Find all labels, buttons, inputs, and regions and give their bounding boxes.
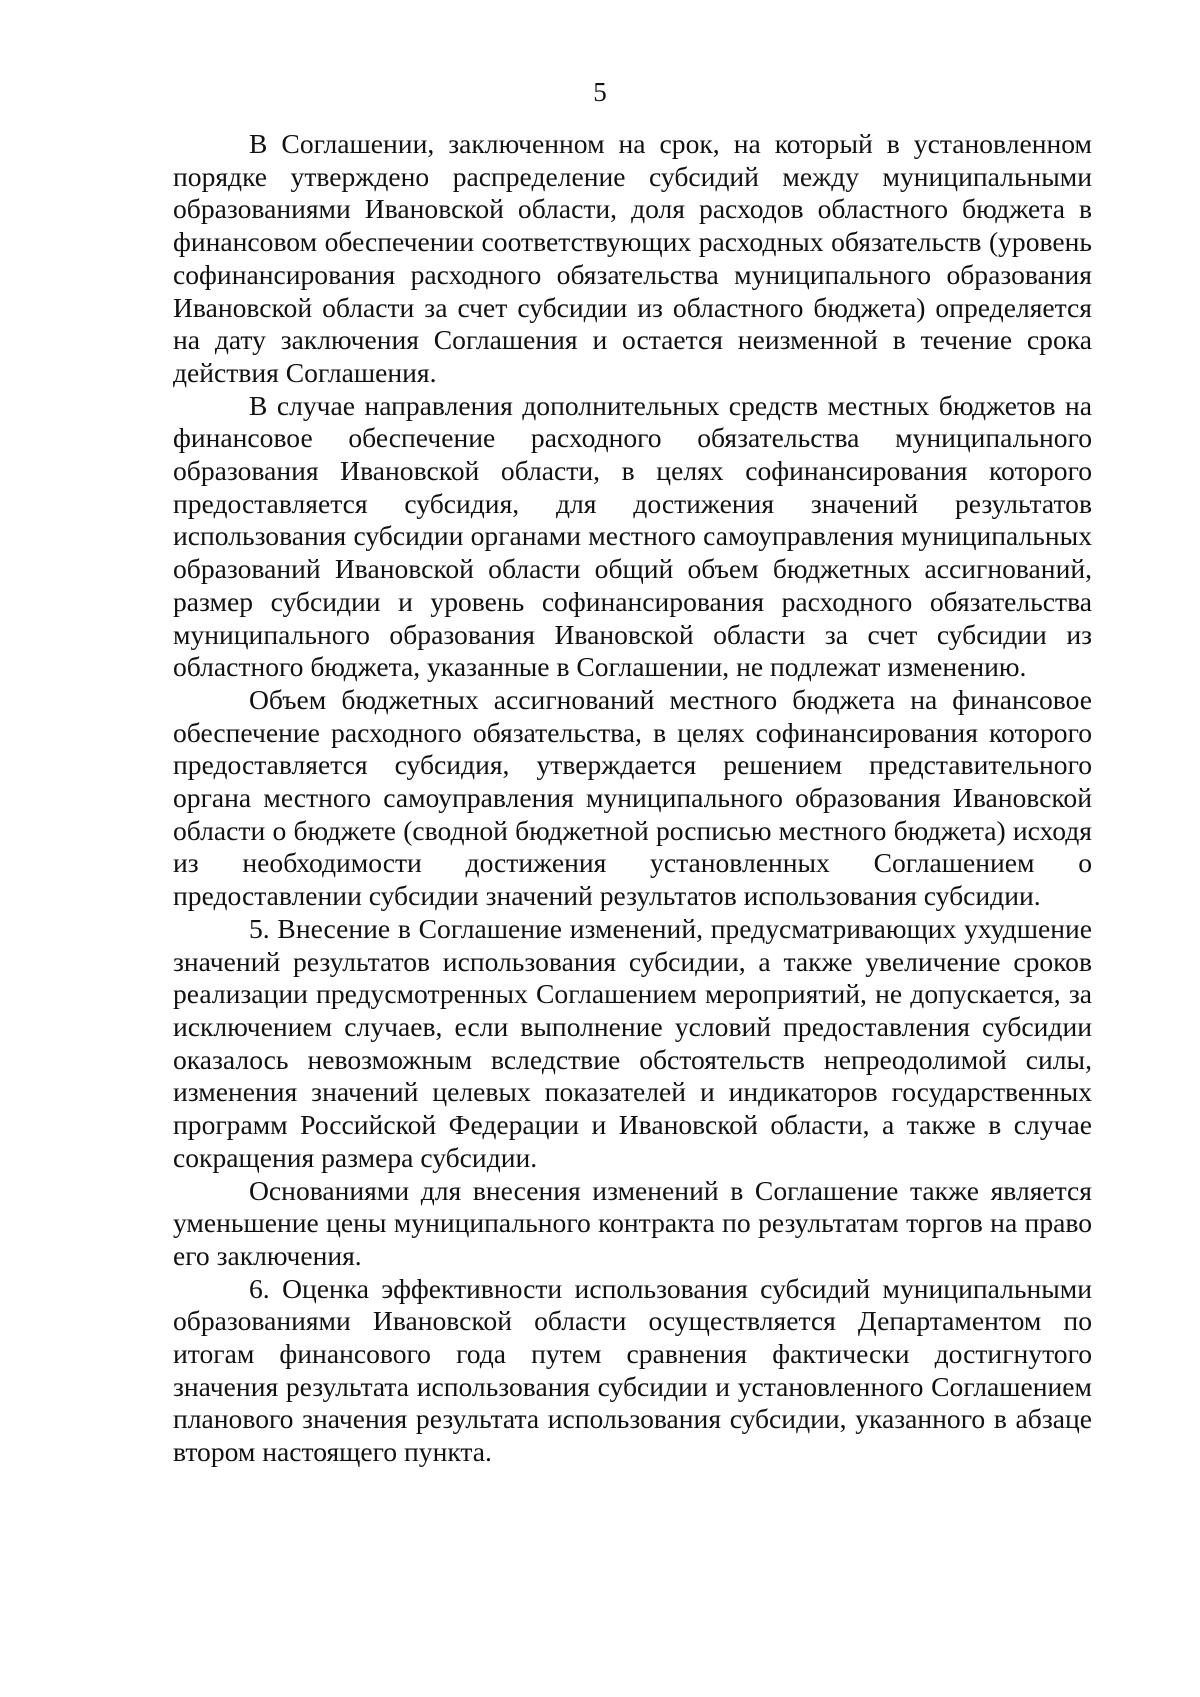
paragraph-amendment-grounds: Основаниями для внесения изменений в Соглашение также является уменьшение цены муниципального контракта по результатам торгов на право его заключения. [173, 1174, 1092, 1271]
page-number: 5 [593, 77, 607, 107]
paragraph-agreement-term: В Соглашении, заключенном на срок, на который в установленном порядке утверждено распределение субсидий между муниципальными образованиями Ивановской области, доля расходов областного бюджета в финансовом обеспечении соответствующих расходных обязательств (уровень софинансирования расходного обязательства муниципального образования Ивановской области за счет субсидии из областного бюджета) определяется на дату заключения Соглашения и остается неизменной в течение срока действия Соглашения. [173, 128, 1092, 388]
document-body [173, 128, 1092, 1469]
paragraph-item-5-amendments: 5. Внесение в Соглашение изменений, предусматривающих ухудшение значений результатов использования субсидии, а также увеличение сроков реализации предусмотренных Соглашением мероприятий, не допускается, за исключением случаев, если выполнение условий предоставления субсидии оказалось невозможным вследствие обстоятельств непреодолимой силы, изменения значений целевых показателей и индикаторов государственных программ Российской Федерации и Ивановской области, а также в случае сокращения размера субсидии. [173, 912, 1092, 1173]
paragraph-item-6-evaluation: 6. Оценка эффективности использования субсидий муниципальными образованиями Ивановской области осуществляется Департаментом по итогам финансового года путем сравнения фактически достигнутого значения результата использования субсидии и установленного Соглашением планового значения результата использования субсидии, указанного в абзаце втором настоящего пункта. [173, 1272, 1092, 1468]
paragraph-budget-allocations: Объем бюджетных ассигнований местного бюджета на финансовое обеспечение расходного обязательства, в целях софинансирования которого предоставляется субсидия, утверждается решением представительного органа местного самоуправления муниципального образования Ивановской области о бюджете (сводной бюджетной росписью местного бюджета) исходя из необходимости достижения установленных Соглашением о предоставлении субсидии значений результатов использования субсидии. [173, 683, 1092, 912]
paragraph-additional-funds: В случае направления дополнительных средств местных бюджетов на финансовое обеспечение расходного обязательства муниципального образования Ивановской области, в целях софинансирования которого предоставляется субсидия, для достижения значений результатов использования субсидии органами местного самоуправления муниципальных образований Ивановской области общий объем бюджетных ассигнований, размер субсидии и уровень софинансирования расходного обязательства муниципального образования Ивановской области за счет субсидии из областного бюджета, указанные в Соглашении, не подлежат изменению. [173, 389, 1092, 683]
